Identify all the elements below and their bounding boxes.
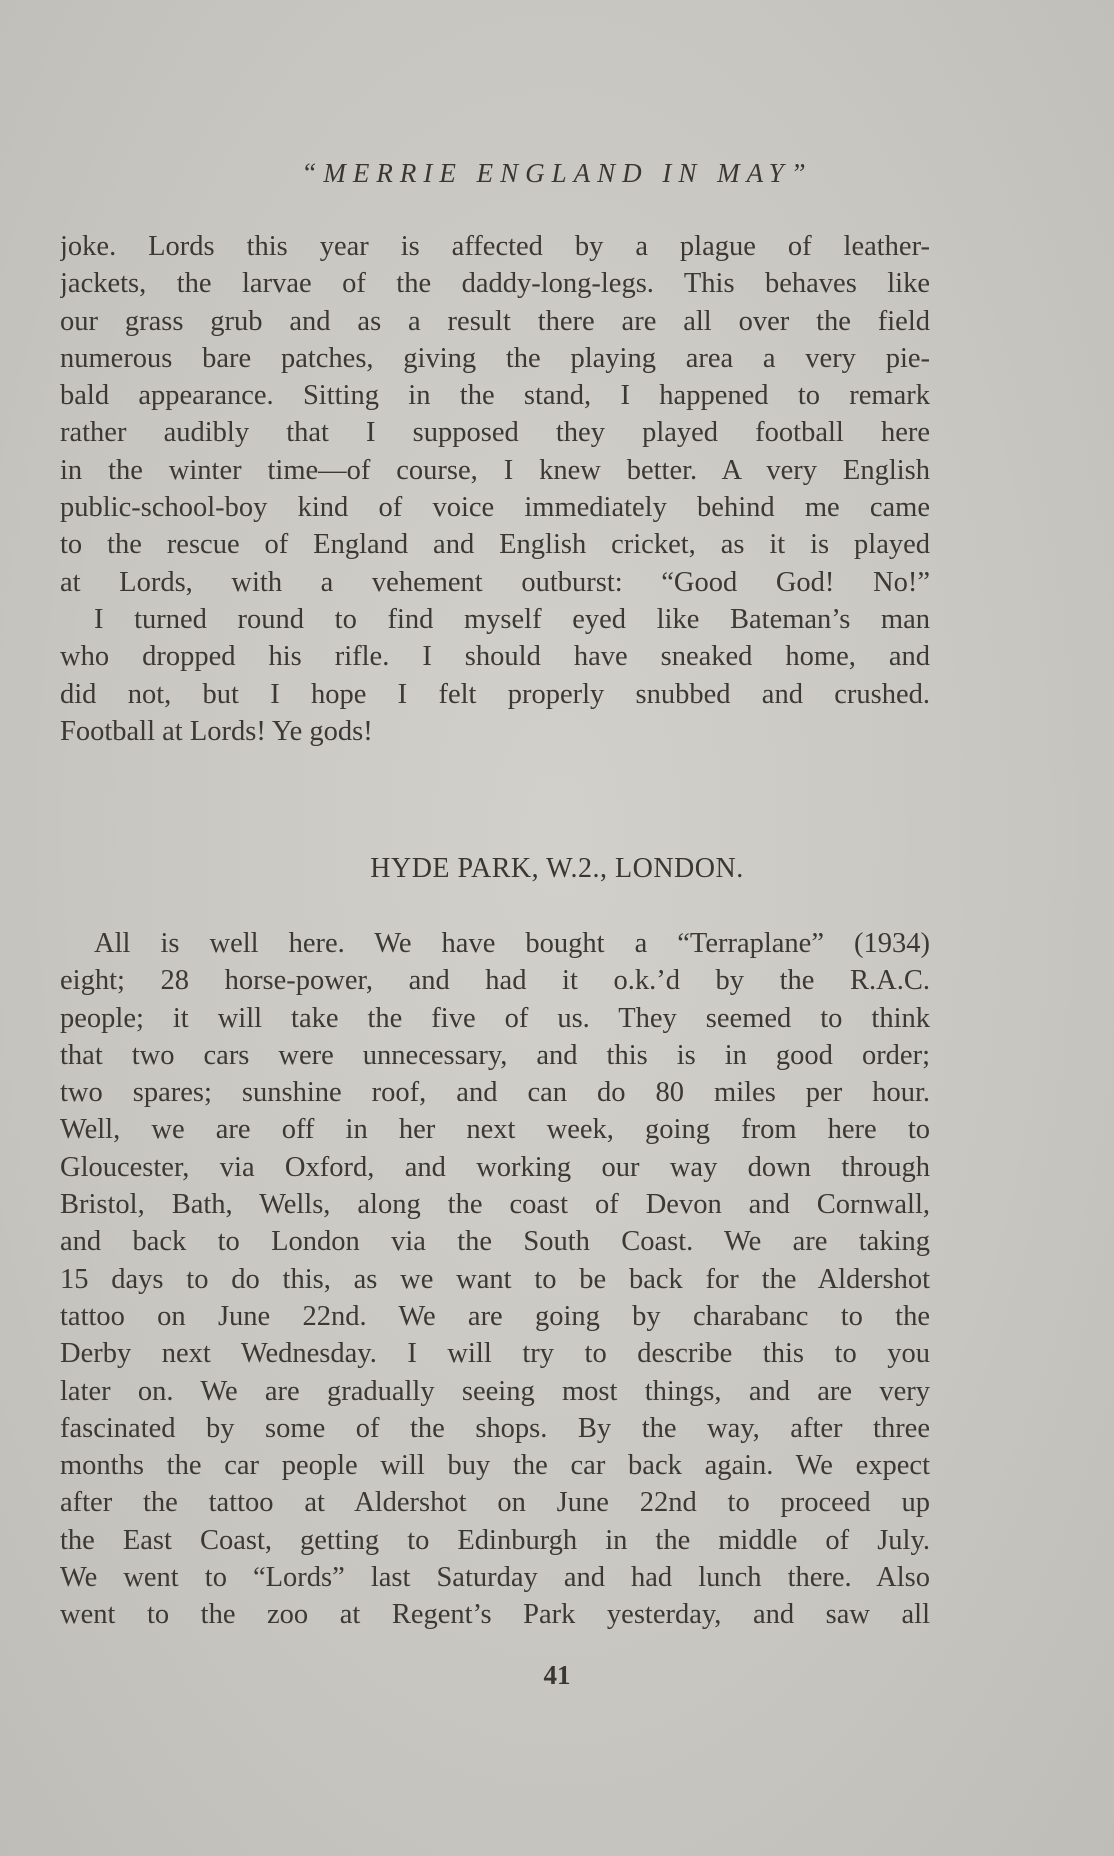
text-line: 15 days to do this, as we want to be back for the Aldershot [60, 1263, 930, 1295]
text-line: Bristol, Bath, Wells, along the coast of Devon and Cornwall, [60, 1189, 930, 1221]
text-line: All is well here. We have bought a “Terraplane” (1934) [94, 928, 930, 959]
text-line: who dropped his rifle. I should have sneaked home, and [60, 641, 930, 673]
text-line: tattoo on June 22nd. We are going by charabanc to the [60, 1300, 930, 1332]
text-line: Derby next Wednesday. I will try to describe this to you [60, 1338, 930, 1370]
text-line: numerous bare patches, giving the playing area a very pie- [60, 342, 930, 374]
text-line: in the winter time—of course, I knew better. A very English [60, 454, 930, 486]
text-line: bald appearance. Sitting in the stand, I happened to remark [60, 380, 930, 412]
text-line: did not, but I hope I felt properly snubbed and crushed. [60, 678, 930, 710]
text-line: fascinated by some of the shops. By the way, after three [60, 1412, 930, 1444]
section-heading: HYDE PARK, W.2., LONDON. [370, 853, 744, 884]
text-line: We went to “Lords” last Saturday and had lunch there. Also [60, 1562, 930, 1594]
text-line: that two cars were unnecessary, and this is in good order; [60, 1039, 930, 1071]
text-line: later on. We are gradually seeing most things, and are very [60, 1375, 930, 1407]
text-line: the East Coast, getting to Edinburgh in the middle of July. [60, 1524, 930, 1556]
text-line: our grass grub and as a result there are all over the field [60, 305, 930, 337]
text-line: after the tattoo at Aldershot on June 22nd to proceed up [60, 1487, 930, 1519]
text-line: eight; 28 horse-power, and had it o.k.’d by the R.A.C. [60, 965, 930, 997]
text-line: and back to London via the South Coast. We are taking [60, 1226, 930, 1258]
text-line: months the car people will buy the car back again. We expect [60, 1450, 930, 1482]
paragraph-1 [60, 228, 930, 750]
text-line: rather audibly that I supposed they played football here [60, 417, 930, 449]
text-line: jackets, the larvae of the daddy-long-legs. This behaves like [60, 268, 930, 300]
text-line: people; it will take the five of us. They seemed to think [60, 1002, 930, 1034]
running-head: “MERRIE ENGLAND IN MAY” [301, 158, 813, 188]
text-line: Gloucester, via Oxford, and working our way down through [60, 1151, 930, 1183]
page-number: 41 [543, 1660, 571, 1690]
text-line: Football at Lords! Ye gods! [60, 715, 373, 747]
text-line: two spares; sunshine roof, and can do 80 miles per hour. [60, 1077, 930, 1109]
text-line: at Lords, with a vehement outburst: “Good God! No!” [60, 566, 930, 598]
text-line: joke. Lords this year is affected by a plague of leather- [60, 231, 930, 262]
paragraph-3 [60, 925, 930, 1634]
text-line: to the rescue of England and English cricket, as it is played [60, 529, 930, 561]
text-line: I turned round to find myself eyed like Bateman’s man [94, 603, 930, 635]
text-line: went to the zoo at Regent’s Park yesterday, and saw all [60, 1599, 930, 1631]
text-line: Well, we are off in her next week, going from here to [60, 1114, 930, 1146]
text-line: public-school-boy kind of voice immediately behind me came [60, 492, 930, 524]
